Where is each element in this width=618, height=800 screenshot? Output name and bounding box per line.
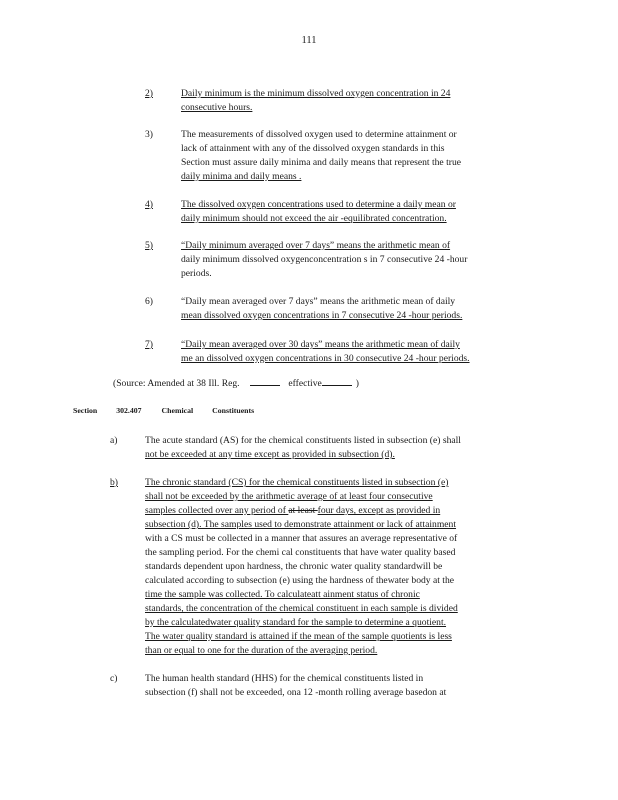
text-run: The measurements of dissolved oxygen used to determine attainment or (181, 129, 457, 140)
text-run: daily minima and daily means . (181, 171, 302, 182)
text-run: than or equal to one for the duration of the averaging period. (145, 645, 378, 656)
item-marker: b) (110, 477, 118, 488)
text-line (181, 128, 457, 142)
text-run: The human health standard (HHS) for the chemical constituents listed in (145, 673, 424, 684)
text-line (145, 546, 455, 560)
text-line (181, 267, 212, 281)
text-line (181, 101, 252, 115)
text-line (181, 198, 456, 212)
text-run: four days, except as provided in (317, 505, 441, 516)
text-run: calculated according to subsection (e) using the hardness of thewater body at the (145, 575, 455, 586)
text-run: The acute standard (AS) for the chemical constituents listed in subsection (e) shall (145, 435, 461, 446)
item-marker: 7) (145, 339, 153, 350)
text-run: subsection (d). The samples used to demonstrate attainment or lack of attainment (145, 519, 457, 530)
text-run: The chronic standard (CS) for the chemical constituents listed in subsection (e) (145, 477, 449, 488)
text-line (181, 239, 450, 253)
source-prefix: (Source: Amended at 38 Ill. Reg. (113, 378, 240, 389)
text-line (181, 142, 445, 156)
text-line (181, 338, 460, 352)
text-run: with a CS must be collected in a manner that assures an average representative of (145, 533, 458, 544)
text-run: daily minimum dissolved oxygenconcentration s in 7 consecutive 24 -hour (181, 254, 468, 265)
text-line (145, 588, 420, 602)
text-line (145, 448, 395, 462)
text-line (145, 574, 454, 588)
section-title-1: Chemical (161, 406, 194, 415)
text-line (145, 602, 458, 616)
text-run: standards, the concentration of the chemical constituent in each sample is divided (145, 603, 458, 614)
text-run: periods. (181, 268, 212, 279)
section-label: Section (73, 406, 98, 415)
text-line (181, 352, 470, 366)
item-marker: 4) (145, 199, 153, 210)
text-line (145, 560, 442, 574)
text-line (181, 170, 301, 184)
text-line (145, 504, 440, 518)
page-number: 111 (301, 35, 317, 46)
text-line (181, 87, 450, 101)
text-run: “Daily mean averaged over 7 days” means the arithmetic mean of daily (181, 296, 456, 307)
text-run: The dissolved oxygen concentrations used to determine a daily mean or (181, 199, 456, 210)
text-line (145, 476, 448, 490)
source-effective: effective (288, 378, 322, 389)
text-run: standards dependent upon hardness, the chronic water quality standardwill be (145, 561, 443, 572)
text-run: “Daily mean averaged over 30 days” means the arithmetic mean of daily (181, 339, 460, 350)
text-run: daily minimum should not exceed the air -equilibrated concentration. (181, 213, 447, 224)
text-run: Daily minimum is the minimum dissolved oxygen concentration in 24 (181, 88, 451, 99)
item-marker: 3) (145, 129, 153, 140)
deleted-text: at least (288, 505, 318, 516)
text-run: mean dissolved oxygen concentrations in 7 consecutive 24 -hour periods. (181, 310, 463, 321)
section-number: 302.407 (116, 406, 142, 415)
item-marker: 6) (145, 296, 153, 307)
text-line (145, 644, 377, 658)
text-line (145, 616, 446, 630)
text-run: me an dissolved oxygen concentrations in 30 consecutive 24 -hour periods. (181, 353, 470, 364)
section-heading (73, 406, 254, 415)
text-line (145, 672, 423, 686)
text-line (145, 630, 452, 644)
section-title-2: Constituents (212, 406, 255, 415)
item-marker: 5) (145, 240, 153, 251)
text-line (145, 686, 446, 700)
text-line (181, 309, 462, 323)
text-run: The water quality standard is attained if the mean of the sample quotients is less (145, 631, 452, 642)
item-marker: c) (110, 673, 118, 684)
text-line (181, 253, 467, 267)
text-run: consecutive hours. (181, 102, 253, 113)
text-run: samples collected over any period of (145, 505, 289, 516)
text-run: shall not be exceeded by the arithmetic average of at least four consecutive (145, 491, 433, 502)
text-line (145, 532, 457, 546)
item-marker: a) (110, 435, 118, 446)
source-blank-1 (250, 376, 280, 386)
text-run: subsection (f) shall not be exceeded, ona 12 -month rolling average basedon at (145, 687, 447, 698)
text-line (145, 490, 433, 504)
item-marker: 2) (145, 88, 153, 99)
source-blank-2 (322, 376, 352, 386)
text-run: by the calculatedwater quality standard for the sample to determine a quotient. (145, 617, 447, 628)
text-line (145, 434, 461, 448)
text-line (145, 518, 456, 532)
text-run: Section must assure daily minima and daily means that represent the true (181, 157, 462, 168)
text-run: “Daily minimum averaged over 7 days” means the arithmetic mean of (181, 240, 451, 251)
text-run: lack of attainment with any of the dissolved oxygen standards in this (181, 143, 445, 154)
text-line (181, 295, 455, 309)
text-line (181, 212, 447, 226)
text-line (181, 156, 461, 170)
source-note (113, 376, 359, 389)
text-run: not be exceeded at any time except as provided in subsection (d). (145, 449, 395, 460)
source-suffix: ) (355, 378, 359, 389)
text-run: time the sample was collected. To calculateatt ainment status of chronic (145, 589, 420, 600)
text-run: the sampling period. For the chemi cal constituents that have water quality based (145, 547, 456, 558)
